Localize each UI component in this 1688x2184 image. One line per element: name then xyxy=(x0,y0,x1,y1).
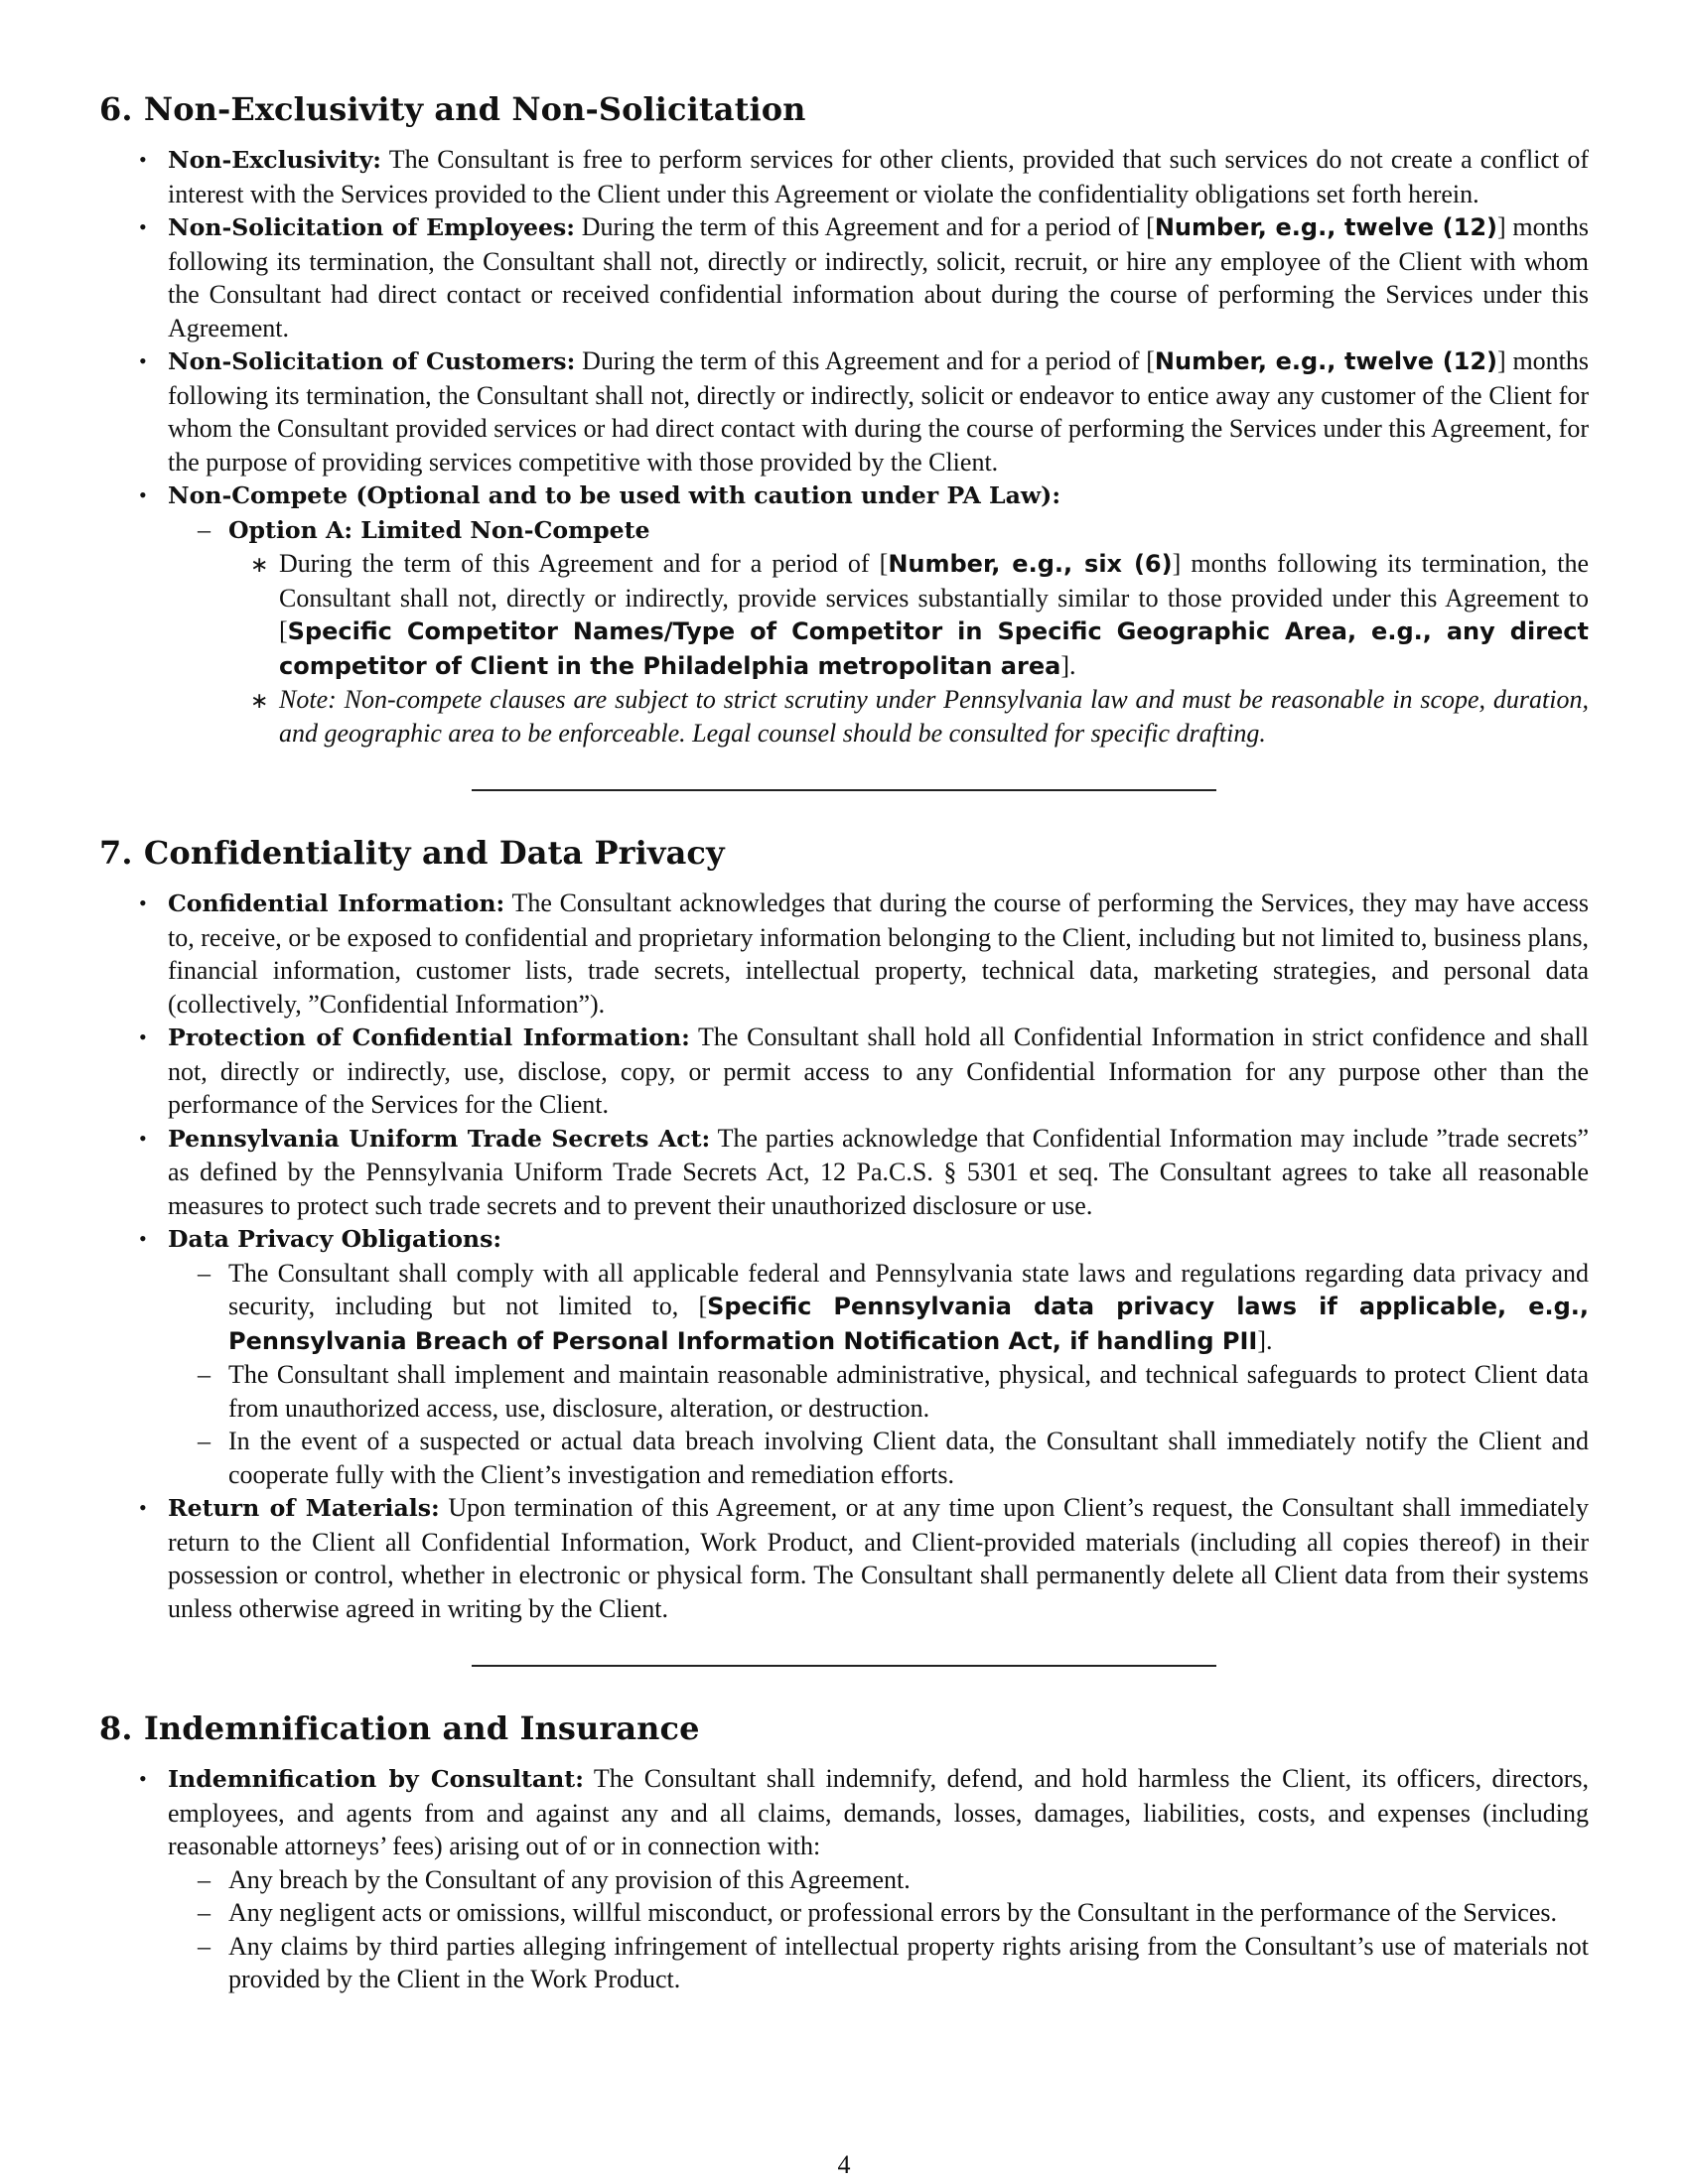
sub-list xyxy=(168,1257,1589,1492)
sub-list-item xyxy=(168,1358,1589,1425)
placeholder-text: Specific Pennsylvania data privacy laws if applicable, e.g., Pennsylvania Breach of Personal Information Notification Act, if handling PII xyxy=(228,1293,1589,1355)
placeholder-text: Number, e.g., twelve (12) xyxy=(1154,213,1497,241)
item-text: The Consultant shall implement and maintain reasonable administrative, physical, and technical safeguards to protect Client data from unauthorized access, use, disclosure, alteration, or destruction. xyxy=(228,1360,1589,1423)
item-text: Any claims by third parties alleging infringement of intellectual property rights arising from the Consultant’s use of materials not provided by the Client in the Work Product. xyxy=(228,1931,1589,1993)
list-item xyxy=(99,478,1589,750)
sub-sub-list-item xyxy=(228,683,1589,750)
dash: – xyxy=(198,514,211,544)
bullet: • xyxy=(139,1495,147,1520)
item-text: ] months following its termination, the Consultant shall not, directly or indirectly, provide services substantially similar to those provided under this Agreement to [ xyxy=(279,549,1589,645)
sub-list-item xyxy=(168,1896,1589,1930)
item-text: The Consultant acknowledges that during the course of performing the Services, they may have access to, receive, or be exposed to confidential and proprietary information belonging to the Client, including but not limited to, business plans, financial information, customer lists, trade secrets, intellectual property, technical data, marketing strategies, and personal data (collectively, ”Confidential Information”). xyxy=(168,888,1590,1019)
item-label: Non-Solicitation of Customers: xyxy=(168,347,576,375)
sub-list-item xyxy=(168,1930,1589,1996)
option-label: Option A: Limited Non-Compete xyxy=(228,515,650,544)
sub-list xyxy=(168,513,1589,751)
dash: – xyxy=(198,1427,211,1455)
placeholder-text: Number, e.g., six (6) xyxy=(888,550,1173,578)
list-item xyxy=(99,1021,1589,1122)
item-label: Return of Materials: xyxy=(168,1494,440,1522)
list-item xyxy=(99,210,1589,344)
list-item xyxy=(99,1222,1589,1491)
item-label: Protection of Confidential Information: xyxy=(168,1024,690,1051)
bullet: • xyxy=(139,1766,147,1791)
asterisk: ∗ xyxy=(250,688,269,713)
item-text: ] months following its termination, the Consultant shall not, directly or indirectly, solicit, recruit, or hire any employee of the Client with whom the Consultant had direct contact or received confidential information about during the course of performing the Services under this Agreement. xyxy=(168,212,1590,342)
item-text: During the term of this Agreement and for a period of [ xyxy=(581,212,1155,241)
placeholder-text: Specific Competitor Names/Type of Competitor in Specific Geographic Area, e.g., any direct competitor of Client in the Philadelphia metropolitan area xyxy=(279,617,1589,680)
item-text: The Consultant is free to perform services for other clients, provided that such services do not create a conflict of interest with the Services provided to the Client under this Agreement or violate the confidentiality obligations set forth herein. xyxy=(168,145,1589,208)
item-text: The parties acknowledge that Confidential Information may include ”trade secrets” as defined by the Pennsylvania Uniform Trade Secrets Act, 12 Pa.C.S. § 5301 et seq. The Consultant agrees to take all reasonable measures to protect such trade secrets and to prevent their unauthorized disclosure or use. xyxy=(168,1123,1590,1220)
bullet: • xyxy=(139,147,147,172)
dash: – xyxy=(198,1898,211,1927)
sub-sub-list xyxy=(228,547,1589,750)
item-text: During the term of this Agreement and for a period of [ xyxy=(582,346,1155,375)
dash: – xyxy=(198,1931,211,1961)
item-label: Non-Exclusivity: xyxy=(168,146,382,174)
document-page xyxy=(99,89,1589,1996)
horizontal-rule xyxy=(472,1665,1216,1667)
item-text: In the event of a suspected or actual data breach involving Client data, the Consultant shall immediately notify the Client and cooperate fully with the Client’s investigation and remediation efforts. xyxy=(228,1427,1589,1489)
dash: – xyxy=(198,1864,211,1894)
asterisk: ∗ xyxy=(250,552,269,577)
item-text: During the term of this Agreement and for a period of [ xyxy=(279,549,889,578)
sub-sub-list-item xyxy=(228,547,1589,683)
item-label: Data Privacy Obligations: xyxy=(168,1225,502,1253)
bullet: • xyxy=(139,1125,147,1151)
section-7 xyxy=(99,833,1589,1625)
bullet: • xyxy=(139,482,147,507)
item-text: Any negligent acts or omissions, willful misconduct, or professional errors by the Consultant in the performance of the Services. xyxy=(228,1898,1557,1927)
list-item xyxy=(99,1491,1589,1625)
note-text: Note: Non-compete clauses are subject to strict scrutiny under Pennsylvania law and must be reasonable in scope, duration, and geographic area to be enforceable. Legal counsel should be consulted for specific drafting. xyxy=(279,685,1589,748)
section-list xyxy=(99,887,1589,1625)
bullet: • xyxy=(139,890,147,915)
item-text: ]. xyxy=(1257,1325,1273,1355)
section-heading: 6. Non-Exclusivity and Non-Solicitation xyxy=(99,90,806,128)
section-heading: 7. Confidentiality and Data Privacy xyxy=(99,834,725,872)
item-label: Non-Solicitation of Employees: xyxy=(168,213,575,241)
item-label: Confidential Information: xyxy=(168,889,505,917)
sub-list-item xyxy=(168,1425,1589,1491)
list-item xyxy=(99,887,1589,1021)
section-6 xyxy=(99,89,1589,750)
sub-list-item xyxy=(168,1257,1589,1359)
item-text: ] months following its termination, the Consultant shall not, directly or indirectly, solicit or endeavor to entice away any customer of the Client for whom the Consultant provided services or had direct contact with during the course of performing the Services under this Agreement, for the purpose of providing services competitive with those provided by the Client. xyxy=(168,346,1590,477)
item-text: Upon termination of this Agreement, or at any time upon Client’s request, the Consultant shall immediately return to the Client all Confidential Information, Work Product, and Client-provided materials (including all copies thereof) in their possession or control, whether in electronic or physical form. The Consultant shall permanently delete all Client data from their systems unless otherwise agreed in writing by the Client. xyxy=(168,1493,1589,1623)
section-heading: 8. Indemnification and Insurance xyxy=(99,1709,700,1747)
bullet: • xyxy=(139,348,147,373)
section-8 xyxy=(99,1708,1589,1996)
item-text: Any breach by the Consultant of any provision of this Agreement. xyxy=(228,1864,911,1894)
item-text: The Consultant shall indemnify, defend, and hold harmless the Client, its officers, directors, employees, and agents from and against any and all claims, demands, losses, damages, liabilities, costs, and expenses (including reasonable attorneys’ fees) arising out of or in connection with: xyxy=(168,1764,1590,1860)
dash: – xyxy=(198,1360,211,1389)
bullet: • xyxy=(139,1024,147,1049)
item-label: Non-Compete (Optional and to be used with caution under PA Law): xyxy=(168,481,1061,509)
section-list xyxy=(99,143,1589,750)
item-text: ]. xyxy=(1060,650,1076,680)
sub-list-item xyxy=(168,1863,1589,1897)
item-label: Pennsylvania Uniform Trade Secrets Act: xyxy=(168,1124,711,1153)
horizontal-rule xyxy=(472,789,1216,791)
dash: – xyxy=(198,1258,211,1288)
page-number: 4 xyxy=(837,2150,851,2179)
bullet: • xyxy=(139,214,147,239)
item-label: Indemnification by Consultant: xyxy=(168,1765,584,1793)
item-text: The Consultant shall hold all Confidential Information in strict confidence and shall not, directly or indirectly, use, disclose, copy, or permit access to any Confidential Information for any purpose other than the performance of the Services for the Client. xyxy=(168,1023,1589,1119)
sub-list-item xyxy=(168,513,1589,751)
list-item xyxy=(99,1122,1589,1223)
list-item xyxy=(99,1762,1589,1996)
item-text: The Consultant shall comply with all applicable federal and Pennsylvania state laws and regulations regarding data privacy and security, including but not limited to, [ xyxy=(228,1258,1589,1320)
list-item xyxy=(99,344,1589,478)
section-list xyxy=(99,1762,1589,1996)
list-item xyxy=(99,143,1589,210)
bullet: • xyxy=(139,1226,147,1251)
sub-list xyxy=(168,1863,1589,1996)
placeholder-text: Number, e.g., twelve (12) xyxy=(1154,347,1498,375)
